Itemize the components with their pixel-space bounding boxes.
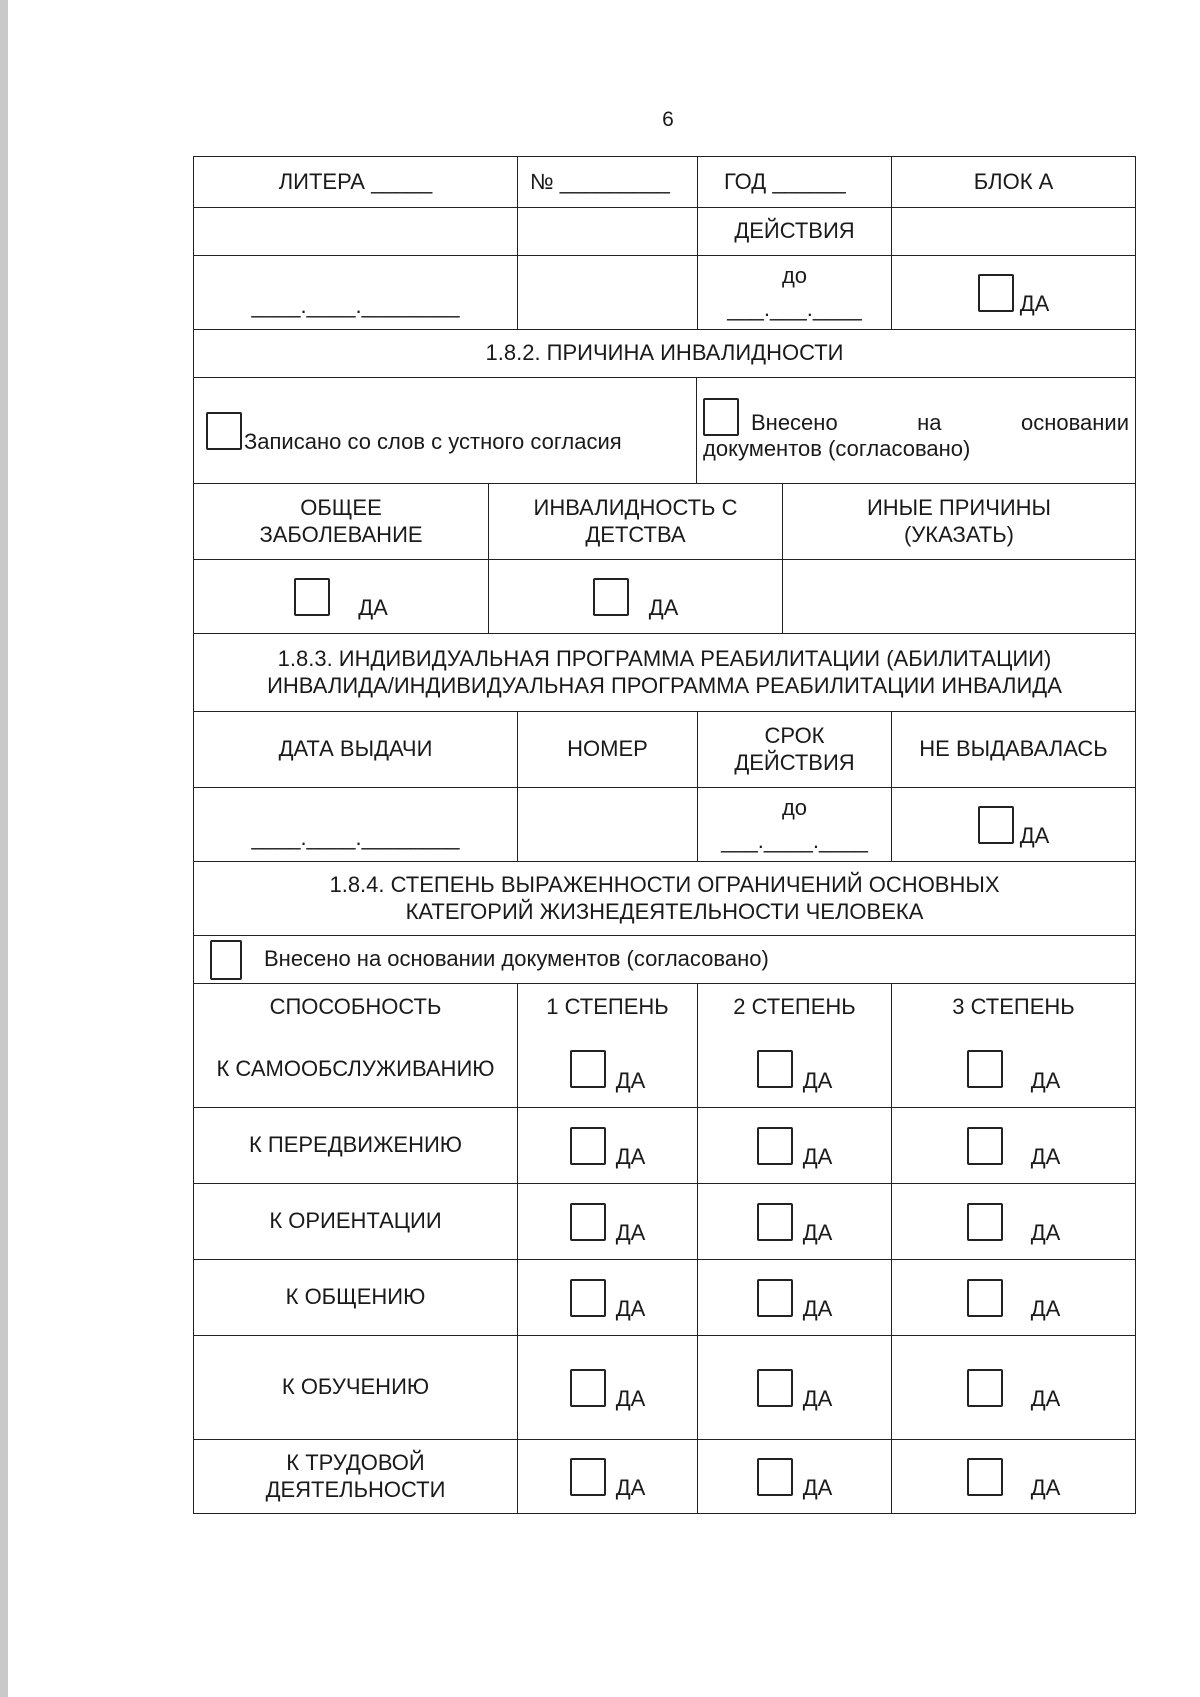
- ipr-issue-date-header: ДАТА ВЫДАЧИ: [278, 736, 433, 762]
- empty-cell: [194, 208, 517, 255]
- degree-1-cell: [517, 1440, 697, 1513]
- ability-row: [194, 1031, 1135, 1107]
- ipr-not-issued-cell: [891, 788, 1135, 861]
- section-183-title: [194, 634, 1135, 711]
- degree-1-cell: [517, 1184, 697, 1259]
- degree-1-checkbox[interactable]: [570, 1203, 606, 1241]
- yes-label: ДА: [802, 1220, 833, 1246]
- yes-label: ДА: [1019, 291, 1050, 317]
- validity-label: ДЕЙСТВИЯ: [697, 208, 891, 255]
- degree-3-cell: [891, 1184, 1135, 1259]
- ability-header: СПОСОБНОСТЬ: [269, 994, 442, 1020]
- degree-3-cell: [891, 1031, 1135, 1107]
- reason-header-row: [194, 483, 1135, 559]
- ipr-not-issued-checkbox[interactable]: [978, 806, 1014, 844]
- section-183-title-line2: ИНВАЛИДА/ИНДИВИДУАЛЬНАЯ ПРОГРАММА РЕАБИЛИТАЦИИ ИНВАЛИДА: [267, 672, 1062, 698]
- yes-label: ДА: [802, 1067, 833, 1093]
- yes-label: ДА: [802, 1296, 833, 1322]
- from-docs-cell: [696, 378, 1135, 483]
- ability-rows: [194, 1031, 1135, 1513]
- degree-2-cell: [697, 1336, 891, 1439]
- yes-label: ДА: [1030, 1067, 1061, 1093]
- litera-field[interactable]: ЛИТЕРА _____: [278, 168, 433, 194]
- degree-1-header: 1 СТЕПЕНЬ: [517, 984, 697, 1031]
- ability-row: [194, 1439, 1135, 1513]
- ability-label: К ОБУЧЕНИЮ: [281, 1374, 430, 1400]
- yes-label: ДА: [1030, 1296, 1061, 1322]
- number-field[interactable]: № _________: [517, 157, 697, 207]
- degree-1-checkbox[interactable]: [570, 1279, 606, 1317]
- from-words-label: Записано со слов с устного согласия: [244, 429, 622, 455]
- validity-value-row: [194, 255, 1135, 329]
- reason-value-row: [194, 559, 1135, 633]
- reason-childhood-cell: [488, 560, 782, 633]
- from-docs-line1: Внесено на основании: [751, 409, 1129, 435]
- yes-label: ДА: [1019, 823, 1050, 849]
- degree-2-checkbox[interactable]: [757, 1279, 793, 1317]
- ipr-until-field[interactable]: [697, 788, 891, 861]
- disability-form: [193, 156, 1136, 1514]
- degree-3-cell: [891, 1440, 1135, 1513]
- degree-2-checkbox[interactable]: [757, 1127, 793, 1165]
- degree-1-checkbox[interactable]: [570, 1369, 606, 1407]
- degree-1-cell: [517, 1336, 697, 1439]
- until-label: до: [781, 263, 808, 289]
- ability-label: К ОРИЕНТАЦИИ: [269, 1208, 442, 1234]
- ipr-number-field[interactable]: [517, 788, 697, 861]
- reason-general-cell: [194, 560, 488, 633]
- degree-3-checkbox[interactable]: [967, 1458, 1003, 1496]
- degree-1-cell: [517, 1031, 697, 1107]
- degree-3-checkbox[interactable]: [967, 1279, 1003, 1317]
- section-182-title: 1.8.2. ПРИЧИНА ИНВАЛИДНОСТИ: [485, 340, 844, 366]
- section-184-title: [194, 862, 1135, 935]
- yes-label: ДА: [358, 595, 388, 621]
- ipr-header-row: [194, 711, 1135, 787]
- reason-other: ИНЫЕ ПРИЧИНЫ (УКАЗАТЬ): [782, 484, 1135, 559]
- ipr-value-row: [194, 787, 1135, 861]
- degree-1-checkbox[interactable]: [570, 1127, 606, 1165]
- degree-3-cell: [891, 1260, 1135, 1335]
- yes-label: ДА: [615, 1067, 646, 1093]
- number-value-field[interactable]: [517, 256, 697, 329]
- section-184-header: [194, 861, 1135, 935]
- reason-general-checkbox[interactable]: [294, 578, 330, 616]
- empty-cell: [517, 208, 697, 255]
- yes-label: ДА: [615, 1386, 646, 1412]
- yes-label: ДА: [1030, 1220, 1061, 1246]
- reason-childhood-checkbox[interactable]: [593, 578, 629, 616]
- degree-2-cell: [697, 1031, 891, 1107]
- degree-2-cell: [697, 1184, 891, 1259]
- until-field[interactable]: [697, 256, 891, 329]
- degree-3-header: 3 СТЕПЕНЬ: [891, 984, 1135, 1031]
- yes-label: ДА: [615, 1475, 646, 1501]
- header-row: [194, 157, 1135, 207]
- yes-label: ДА: [802, 1386, 833, 1412]
- reason-childhood: ИНВАЛИДНОСТЬ С ДЕТСТВА: [488, 484, 782, 559]
- reason-other-field[interactable]: [782, 560, 1135, 633]
- degree-1-checkbox[interactable]: [570, 1050, 606, 1088]
- ability-label: К САМООБСЛУЖИВАНИЮ: [216, 1055, 495, 1081]
- degree-1-cell: [517, 1260, 697, 1335]
- degree-2-checkbox[interactable]: [757, 1203, 793, 1241]
- yes-label: ДА: [802, 1144, 833, 1170]
- section-182-header: [194, 329, 1135, 377]
- validity-yes-cell: [891, 256, 1135, 329]
- yes-label: ДА: [802, 1475, 833, 1501]
- validity-yes-checkbox[interactable]: [978, 274, 1014, 312]
- ability-label: К ПЕРЕДВИЖЕНИЮ: [248, 1132, 463, 1158]
- block-label: БЛОК А: [891, 157, 1135, 207]
- degree-2-checkbox[interactable]: [757, 1369, 793, 1407]
- date-blank: ____.____.________: [251, 824, 460, 850]
- degree-1-checkbox[interactable]: [570, 1458, 606, 1496]
- from-docs-line2: документов (согласовано): [703, 436, 971, 462]
- degree-2-checkbox[interactable]: [757, 1458, 793, 1496]
- ability-label: К ТРУДОВОЙ ДЕЯТЕЛЬНОСТИ: [265, 1450, 446, 1502]
- degree-3-cell: [891, 1108, 1135, 1183]
- page-number: 6: [662, 108, 674, 131]
- empty-cell: [891, 208, 1135, 255]
- scan-edge: [0, 0, 8, 1697]
- section-184-docs-label: Внесено на основании документов (согласовано): [264, 946, 769, 972]
- ipr-validity-header: СРОК ДЕЙСТВИЯ: [697, 712, 891, 787]
- degree-2-checkbox[interactable]: [757, 1050, 793, 1088]
- yes-label: ДА: [1030, 1144, 1061, 1170]
- ipr-issue-date-field[interactable]: [194, 788, 517, 861]
- section-184-source-cell: [194, 936, 1135, 983]
- from-docs-checkbox[interactable]: [703, 398, 739, 436]
- yes-label: ДА: [615, 1296, 646, 1322]
- section-184-title-line2: КАТЕГОРИЙ ЖИЗНЕДЕЯТЕЛЬНОСТИ ЧЕЛОВЕКА: [405, 898, 924, 924]
- year-field[interactable]: ГОД ______: [697, 157, 891, 207]
- ability-row: [194, 1183, 1135, 1259]
- date-blank: ____.____.________: [251, 292, 460, 318]
- section-184-docs-checkbox[interactable]: [210, 940, 242, 980]
- ipr-not-issued-header: НЕ ВЫДАВАЛАСЬ: [891, 712, 1135, 787]
- yes-label: ДА: [1030, 1386, 1061, 1412]
- yes-label: ДА: [615, 1144, 646, 1170]
- until-blank: ___.___.____: [727, 295, 862, 321]
- section-183-header: [194, 633, 1135, 711]
- yes-label: ДА: [648, 595, 679, 621]
- degree-2-cell: [697, 1260, 891, 1335]
- date-field[interactable]: [194, 256, 517, 329]
- degree-3-checkbox[interactable]: [967, 1127, 1003, 1165]
- ability-label: К ОБЩЕНИЮ: [285, 1284, 426, 1310]
- ability-row: [194, 1259, 1135, 1335]
- validity-label-row: [194, 207, 1135, 255]
- ipr-number-header: НОМЕР: [517, 712, 697, 787]
- degree-2-cell: [697, 1440, 891, 1513]
- reason-general: ОБЩЕЕ ЗАБОЛЕВАНИЕ: [259, 495, 423, 547]
- degree-2-header: 2 СТЕПЕНЬ: [697, 984, 891, 1031]
- degree-2-cell: [697, 1108, 891, 1183]
- degree-3-cell: [891, 1336, 1135, 1439]
- from-words-cell: [194, 378, 696, 483]
- until-label: до: [781, 795, 808, 821]
- yes-label: ДА: [615, 1220, 646, 1246]
- section-184-title-line1: 1.8.4. СТЕПЕНЬ ВЫРАЖЕННОСТИ ОГРАНИЧЕНИЙ ОСНОВНЫХ: [329, 872, 1000, 898]
- until-blank: ___.____.____: [721, 827, 868, 853]
- yes-label: ДА: [1030, 1475, 1061, 1501]
- ability-row: [194, 1335, 1135, 1439]
- degree-1-cell: [517, 1108, 697, 1183]
- section-183-title-line1: 1.8.3. ИНДИВИДУАЛЬНАЯ ПРОГРАММА РЕАБИЛИТАЦИИ (АБИЛИТАЦИИ): [277, 646, 1052, 672]
- from-words-checkbox[interactable]: [206, 412, 242, 450]
- source-row: [194, 377, 1135, 483]
- ability-row: [194, 1107, 1135, 1183]
- degree-3-checkbox[interactable]: [967, 1369, 1003, 1407]
- degree-3-checkbox[interactable]: [967, 1050, 1003, 1088]
- degree-3-checkbox[interactable]: [967, 1203, 1003, 1241]
- ability-header-row: [194, 983, 1135, 1031]
- section-184-source-row: [194, 935, 1135, 983]
